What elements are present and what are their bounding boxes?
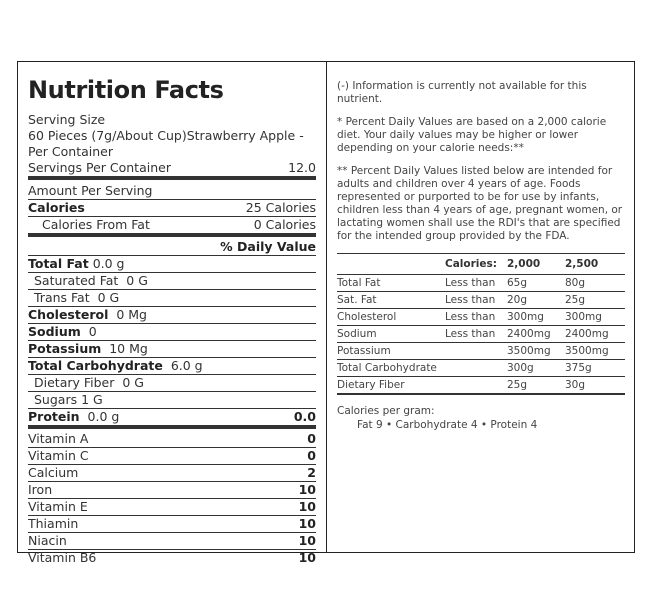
nutrient-amount: 0 G [97, 290, 120, 305]
nutrient-label: Dietary Fiber [34, 375, 115, 390]
servings-per-container-row [28, 160, 316, 180]
row-value-2000: 2400mg [507, 328, 551, 340]
row-value-2500: 30g [565, 379, 586, 391]
nutrient-amount: 0.0 g [87, 409, 120, 424]
daily-values-table [337, 253, 625, 395]
row-name: Total Fat [337, 277, 381, 289]
nutrient-label: Total Carbohydrate [28, 358, 163, 373]
vitamin-row-iron [28, 482, 316, 499]
row-name: Sat. Fat [337, 294, 377, 306]
servings-value: 12.0 [288, 160, 316, 175]
nutrient-label: Trans Fat [34, 290, 90, 305]
vitamin-row-calcium [28, 465, 316, 482]
calories-from-fat-row [28, 217, 316, 237]
nutrient-amount: 6.0 g [170, 358, 203, 373]
row-value-2500: 25g [565, 294, 586, 306]
table-row [337, 292, 625, 309]
vitamin-row-niacin [28, 533, 316, 550]
daily-values-header-row [337, 254, 625, 275]
nutrient-label: Cholesterol [28, 307, 109, 322]
serving-size-value: 60 Pieces (7g/About Cup)Strawberry Apple - Per Container [28, 128, 304, 159]
nutrition-panel [17, 61, 635, 565]
vitamin-value: 10 [298, 533, 316, 548]
row-value-2000: 3500mg [507, 345, 551, 357]
nutrient-row-saturated-fat [28, 273, 316, 290]
vitamin-label: Vitamin A [28, 431, 89, 446]
calories-value: 25 Calories [245, 200, 316, 215]
vitamin-value: 10 [298, 550, 316, 565]
column-2000-header: 2,000 [507, 258, 541, 270]
nutrient-row-total-carbohydrate [28, 358, 316, 375]
table-row [337, 377, 625, 395]
nutrient-row-sodium [28, 324, 316, 341]
daily-value-header-row [28, 237, 316, 256]
servings-label: Servings Per Container [28, 160, 171, 175]
vitamin-value: 10 [298, 516, 316, 531]
nutrient-label: Saturated Fat [34, 273, 119, 288]
row-name: Cholesterol [337, 311, 397, 323]
row-qualifier: Less than [445, 277, 496, 289]
calories-per-gram-label: Calories per gram: [337, 405, 435, 417]
vitamin-row-c [28, 448, 316, 465]
nutrient-row-potassium [28, 341, 316, 358]
row-value-2000: 25g [507, 379, 528, 391]
vitamin-value: 2 [307, 465, 316, 480]
nutrient-label: Total Fat [28, 256, 89, 271]
table-row [337, 275, 625, 292]
vitamin-value: 0 [307, 431, 316, 446]
nutrient-amount: 0 Mg [116, 307, 147, 322]
intended-use-note: ** Percent Daily Values listed below are intended for adults and children over 4 years of age. Foods represented or purported to be for use by infants, children less than 4 years of age, pregnant women, or lactating women shall use the RDI's that are specified for the intended group provided by the FDA. [337, 165, 623, 242]
amount-per-serving: Amount Per Serving [28, 183, 316, 200]
row-value-2500: 2400mg [565, 328, 609, 340]
calories-column-header: Calories: [445, 258, 497, 270]
nutrient-amount: 1 G [81, 392, 103, 407]
column-2500-header: 2,500 [565, 258, 599, 270]
nutrient-label: Sodium [28, 324, 81, 339]
calories-row [28, 200, 316, 217]
nutrient-amount: 0 G [126, 273, 148, 288]
nutrient-row-cholesterol [28, 307, 316, 324]
nutrient-amount: 10 Mg [109, 341, 148, 356]
row-name: Total Carbohydrate [337, 362, 437, 374]
nutrient-amount: 0.0 g [92, 256, 125, 271]
vitamin-value: 10 [298, 482, 316, 497]
row-qualifier [445, 377, 507, 395]
table-row [337, 343, 625, 360]
nutrient-label: Protein [28, 409, 80, 424]
row-value-2000: 20g [507, 294, 528, 306]
row-value-2500: 80g [565, 277, 586, 289]
row-value-2500: 3500mg [565, 345, 609, 357]
nutrition-facts-column [18, 62, 327, 565]
table-row [337, 309, 625, 326]
serving-size-label: Serving Size [28, 112, 106, 127]
vitamin-label: Niacin [28, 533, 67, 548]
calories-label: Calories [28, 200, 85, 215]
calories-from-fat-value: 0 Calories [253, 217, 316, 232]
vitamin-value: 10 [298, 499, 316, 514]
nutrient-row-trans-fat [28, 290, 316, 307]
calories-per-gram-values: Fat 9 • Carbohydrate 4 • Protein 4 [357, 419, 538, 431]
vitamin-row-thiamin [28, 516, 316, 533]
row-qualifier: Less than [445, 311, 496, 323]
nutrition-facts-title: Nutrition Facts [28, 76, 224, 104]
nutrient-amount: 0 [88, 324, 97, 339]
row-value-2500: 300mg [565, 311, 602, 323]
vitamin-row-a [28, 431, 316, 448]
nutrient-amount: 0 G [122, 375, 144, 390]
nutrient-label: Sugars [34, 392, 78, 407]
calories-from-fat-label: Calories From Fat [42, 217, 150, 232]
nutrient-dv: 0.0 [293, 409, 316, 424]
row-name: Sodium [337, 328, 377, 340]
row-qualifier: Less than [445, 328, 496, 340]
vitamin-value: 0 [307, 448, 316, 463]
vitamin-label: Vitamin B6 [28, 550, 97, 565]
nutrient-row-sugars [28, 392, 316, 409]
nutrient-label: Potassium [28, 341, 102, 356]
table-row [337, 326, 625, 343]
row-qualifier [445, 343, 507, 360]
vitamin-row-b6 [28, 550, 316, 566]
row-value-2000: 300mg [507, 311, 544, 323]
percent-daily-note: * Percent Daily Values are based on a 2,000 calorie diet. Your daily values may be higher or lower depending on your calorie needs:** [337, 116, 607, 154]
nutrient-row-protein [28, 409, 316, 429]
daily-values-column [327, 62, 634, 552]
table-row [337, 360, 625, 377]
row-value-2500: 375g [565, 362, 592, 374]
row-value-2000: 300g [507, 362, 534, 374]
vitamin-label: Iron [28, 482, 53, 497]
unavailable-note: (-) Information is currently not available for this nutrient. [337, 80, 587, 105]
daily-value-header: % Daily Value [220, 239, 316, 254]
nutrient-row-dietary-fiber [28, 375, 316, 392]
row-value-2000: 65g [507, 277, 528, 289]
vitamin-label: Calcium [28, 465, 79, 480]
vitamin-label: Thiamin [28, 516, 79, 531]
vitamin-row-e [28, 499, 316, 516]
vitamin-label: Vitamin E [28, 499, 88, 514]
nutrient-row-total-fat [28, 256, 316, 273]
vitamin-label: Vitamin C [28, 448, 89, 463]
row-qualifier [445, 360, 507, 377]
row-name: Potassium [337, 345, 391, 357]
row-name: Dietary Fiber [337, 379, 405, 391]
row-qualifier: Less than [445, 294, 496, 306]
